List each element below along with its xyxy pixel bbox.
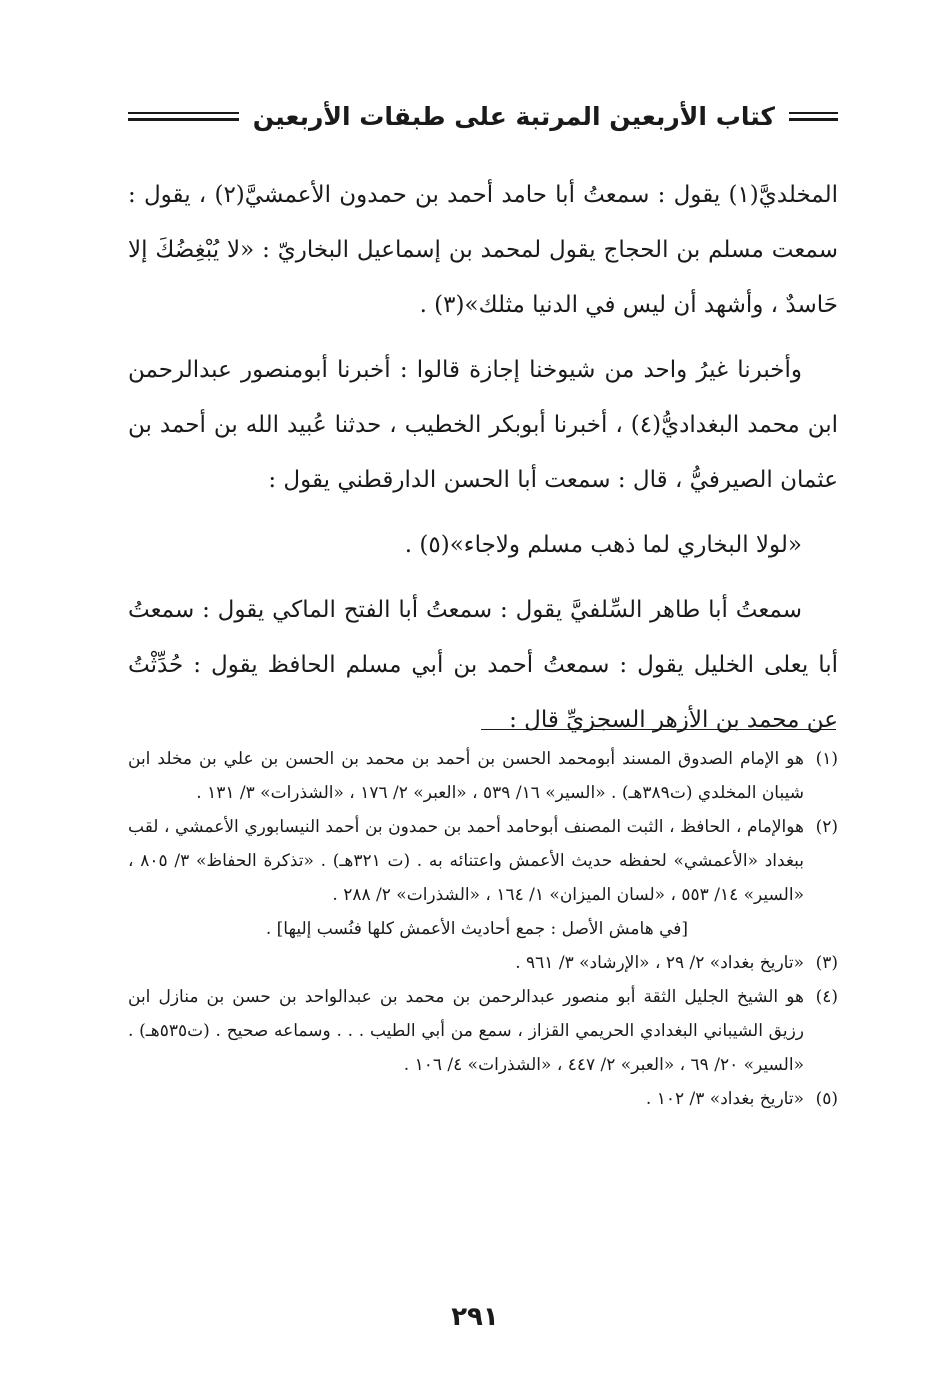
footnote-number: (٥) xyxy=(815,1089,838,1109)
header-title: كتاب الأربعين المرتبة على طبقات الأربعين xyxy=(252,101,775,131)
footnote-1 xyxy=(128,742,838,810)
footnote-2 xyxy=(128,810,838,912)
footnote-number: (٣) xyxy=(815,953,838,973)
footnote-text: «تاريخ بغداد» ٣/ ١٠٢ . xyxy=(645,1089,804,1109)
footnote-text: هو الشيخ الجليل الثقة أبو منصور عبدالرحمن بن محمد بن عبدالواحد بن حسن بن منازل ابن رزيق الشيباني البغدادي الحريمي القزاز ، سمع من أبي الطيب . . . وسماعه صحيح . (ت٥٣٥هـ) . «السير» ٢٠/ ٦٩ ، «العبر» ٢/ ٤٤٧ ، «الشذرات» ٤/ ١٠٦ . xyxy=(128,987,805,1075)
paragraph-2: وأخبرنا غيرُ واحد من شيوخنا إجازة قالوا : أخبرنا أبومنصور عبدالرحمن ابن محمد البغداديُّ(٤) ، أخبرنا أبوبكر الخطيب ، حدثنا عُبيد الله بن أحمد بن عثمان الصيرفيُّ ، قال : سمعت أبا الحسن الدارقطني يقول : xyxy=(128,357,839,493)
header-rule-right xyxy=(789,112,838,121)
header-rule-left xyxy=(128,112,239,121)
footnote-3 xyxy=(128,946,838,980)
margin-note: [في هامش الأصل : جمع أحاديث الأعمش كلها فنُسب إليها] . xyxy=(265,919,688,939)
footnote-4 xyxy=(128,980,838,1082)
paragraph-1: المخلديَّ(١) يقول : سمعتُ أبا حامد أحمد بن حمدون الأعمشيَّ(٢) ، يقول : سمعت مسلم بن الحجاج يقول لمحمد بن إسماعيل البخاريّ : «لا يُبْغِضُكَ إلا حَاسدٌ ، وأشهد أن ليس في الدنيا مثلك»(٣) . xyxy=(128,182,838,318)
footnote-text: هو الإمام الصدوق المسند أبومحمد الحسن بن أحمد بن محمد بن الحسن بن علي بن مخلد ابن شيبان المخلدي (ت٣٨٩هـ) . «السير» ١٦/ ٥٣٩ ، «العبر» ٢/ ١٧٦ ، «الشذرات» ٣/ ١٣١ . xyxy=(128,749,804,803)
footnote-text: «تاريخ بغداد» ٢/ ٢٩ ، «الإرشاد» ٣/ ٩٦١ . xyxy=(515,953,804,973)
footnotes xyxy=(128,742,838,1116)
paragraph-4: سمعتُ أبا طاهر السِّلفيَّ يقول : سمعتُ أبا الفتح الماكي يقول : سمعتُ أبا يعلى الخليل يقول : سمعتُ أحمد بن أبي مسلم الحافظ يقول : حُدِّثْتُ عن محمد بن الأزهر السجزيِّ قال : xyxy=(128,597,838,733)
main-text xyxy=(128,168,838,758)
footnote-separator xyxy=(481,729,836,730)
footnote-5 xyxy=(128,1082,838,1116)
footnote-text: هوالإمام ، الحافظ ، الثبت المصنف أبوحامد أحمد بن حمدون بن أحمد النيسابوري الأعمشي ، لقب ببغداد «الأعمشي» لحفظه حديث الأعمش واعتنائه به . (ت ٣٢١هـ) . «تذكرة الحفاظ» ٣/ ٨٠٥ ، «السير» ١٤/ ٥٥٣ ، «لسان الميزان» ١/ ١٦٤ ، «الشذرات» ٢/ ٢٨٨ . xyxy=(128,817,805,905)
footnote-number: (١) xyxy=(815,749,838,769)
page-number: ٢٩١ xyxy=(451,1302,499,1332)
footnote-number: (٤) xyxy=(815,987,838,1007)
running-header xyxy=(128,92,838,140)
footnote-number: (٢) xyxy=(815,817,838,837)
paragraph-3-quote: «لولا البخاري لما ذهب مسلم ولاجاء»(٥) . xyxy=(404,532,802,558)
